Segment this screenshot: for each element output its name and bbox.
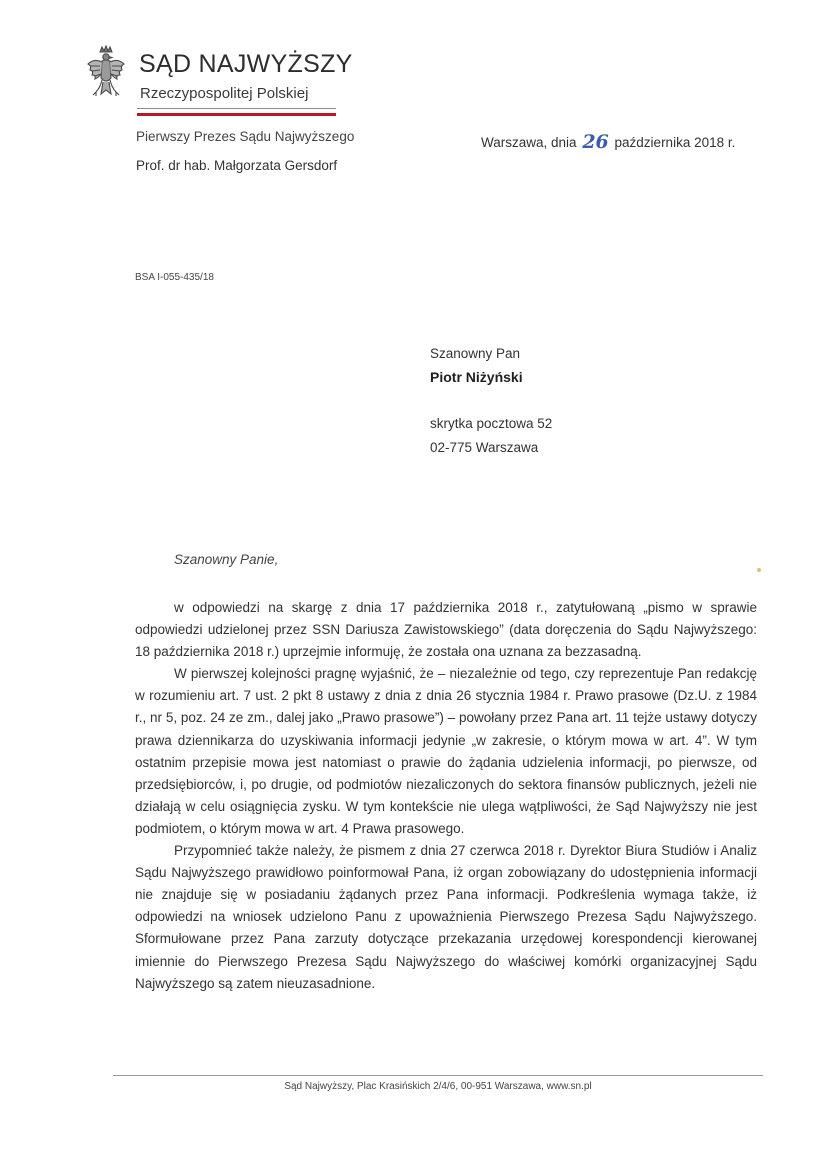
body-paragraph-1: w odpowiedzi na skargę z dnia 17 października 2018 r., zatytułowaną „pismo w sprawie odpowiedzi udzielonej przez SSN Dariusza Zawistowskiego” (data doręczenia do Sądu Najwyższego: 18 października 2018 r.) uprzejmie informuję, że została ona uznana za bezzasadną.: [135, 600, 757, 660]
recipient-name: Piotr Niżyński: [430, 369, 523, 385]
date-rest: października 2018 r.: [614, 135, 736, 150]
date-prefix: Warszawa, dnia: [481, 135, 577, 150]
sender-name: Prof. dr hab. Małgorzata Gersdorf: [136, 158, 338, 173]
header-rule-grey: [137, 108, 336, 109]
recipient-address-line1: skrytka pocztowa 52: [430, 416, 553, 431]
body-paragraph-3: Przypomnieć także należy, że pismem z dnia 27 czerwca 2018 r. Dyrektor Biura Studiów i Analiz Sądu Najwyższego prawidłowo poinformował Pana, iż organ zobowiązany do udostępnienia informacji nie znajduje się w posiadaniu żądanych przez Pana informacji. Podkreślenia wymaga także, iż odpowiedzi na wniosek udzielono Panu z upoważnienia Pierwszego Prezesa Sądu Najwyższego. Sformułowane przez Pana zarzuty dotyczące przekazania urzędowej korespondencji kierowanej imiennie do Pierwszego Prezesa Sądu Najwyższego do właściwej komórki organizacyjnej Sądu Najwyższego są zatem nieuzasadnione.: [135, 843, 757, 991]
date-day-handwritten: 26: [582, 131, 609, 153]
org-subtitle: Rzeczypospolitej Polskiej: [140, 85, 309, 102]
letter-body: [135, 597, 757, 995]
place-date: [481, 130, 735, 152]
recipient-address-line2: 02-775 Warszawa: [430, 440, 539, 455]
eagle-emblem-icon: [84, 44, 128, 104]
header-rule-red: [137, 113, 336, 116]
scan-speck: [757, 568, 761, 572]
recipient-greeting: Szanowny Pan: [430, 346, 521, 361]
sender-title: Pierwszy Prezes Sądu Najwyższego: [136, 129, 355, 144]
footer-address: Sąd Najwyższy, Plac Krasińskich 2/4/6, 00-951 Warszawa, www.sn.pl: [284, 1081, 592, 1092]
org-name: SĄD NAJWYŻSZY: [139, 50, 353, 78]
salutation: Szanowny Panie,: [174, 552, 279, 567]
reference-number: BSA I-055-435/18: [135, 272, 214, 283]
footer-rule: [113, 1075, 763, 1076]
body-paragraph-2: W pierwszej kolejności pragnę wyjaśnić, że – niezależnie od tego, czy reprezentuje Pan redakcję w rozumieniu art. 7 ust. 2 pkt 8 ustawy z dnia z dnia 26 stycznia 1984 r. Prawo prasowe (Dz.U. z 1984 r., nr 5, poz. 24 ze zm., dalej jako „Prawo prasowe”) – powołany przez Pana art. 11 tejże ustawy dotyczy prawa dziennikarza do uzyskiwania informacji jedynie „w zakresie, o którym mowa w art. 4”. W tym ostatnim przepisie mowa jest natomiast o prawie do żądania udzielenia informacji, po pierwsze, od przedsiębiorców, i, po drugie, od podmiotów niezaliczonych do sektora finansów publicznych, jeżeli nie działają w celu osiągnięcia zysku. W tym kontekście nie ulega wątpliwości, że Sąd Najwyższy nie jest podmiotem, o którym mowa w art. 4 Prawa prasowego.: [135, 666, 757, 836]
